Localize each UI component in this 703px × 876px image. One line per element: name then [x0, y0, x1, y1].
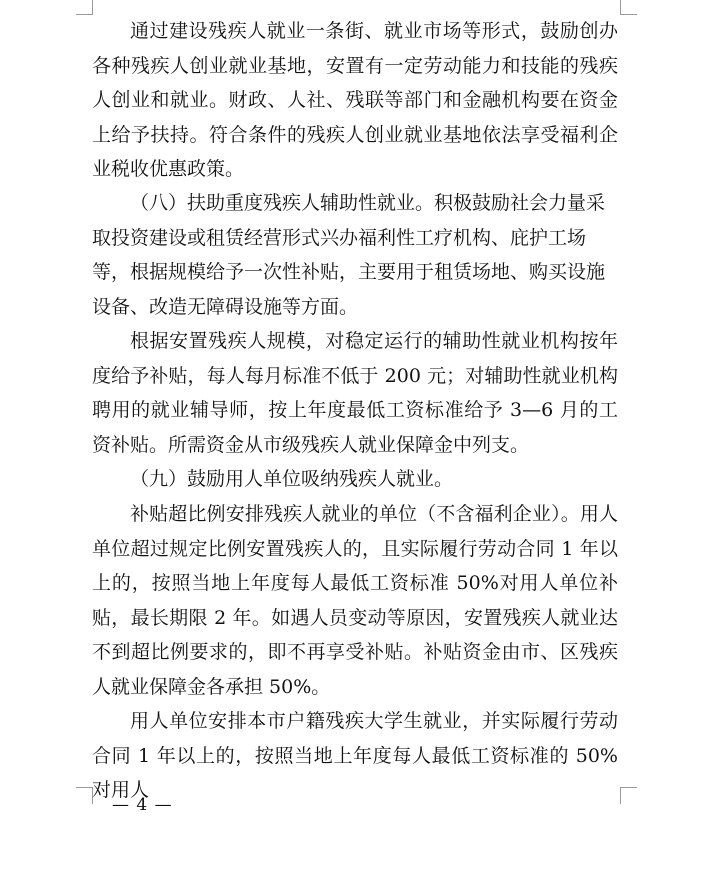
crop-mark-top-left: [76, 0, 93, 15]
paragraph-employment-bases: 通过建设残疾人就业一条街、就业市场等形式，鼓励创办各种残疾人创业就业基地，安置有一定劳动能力和技能的残疾人创业和就业。财政、人社、残联等部门和金融机构要在资金上给予扶持。符合条件的残疾人创业就业基地依法享受福利企业税收优惠政策。: [92, 20, 618, 180]
page-number: — 4 —: [112, 795, 173, 815]
paragraph-subsidy-scale: 根据安置残疾人规模，对稳定运行的辅助性就业机构按年度给予补贴，每人每月标准不低于 200 元；对辅助性就业机构聘用的就业辅导师，按上年度最低工资标准给予 3—6 月的工资补贴。所需资金从市级残疾人就业保障金中列支。: [92, 330, 618, 456]
paragraph-graduate-employment: 用人单位安排本市户籍残疾大学生就业，并实际履行劳动合同 1 年以上的，按照当地上年度每人最低工资标准的 50%对用人: [92, 710, 618, 801]
crop-mark-bottom-right: [620, 787, 637, 804]
crop-mark-top-right: [620, 0, 637, 15]
crop-mark-bottom-left: [76, 787, 93, 804]
paragraph-section-eight: （八）扶助重度残疾人辅助性就业。积极鼓励社会力量采取投资建设或租赁经营形式兴办福利性工疗机构、庇护工场等，根据规模给予一次性补贴，主要用于租赁场地、购买设施设备、改造无障碍设施等方面。: [92, 192, 606, 318]
paragraph-section-nine: （九）鼓励用人单位吸纳残疾人就业。: [130, 468, 454, 490]
paragraph-over-ratio-subsidy: 补贴超比例安排残疾人就业的单位（不含福利企业）。用人单位超过规定比例安置残疾人的，且实际履行劳动合同 1 年以上的，按照当地上年度每人最低工资标准 50%对用人单位补贴，最长期限 2 年。如遇人员变动等原因，安置残疾人就业达不到超比例要求的，即不再享受补贴。补贴资金由市、区残疾人就业保障金各承担 50%。: [92, 503, 618, 698]
